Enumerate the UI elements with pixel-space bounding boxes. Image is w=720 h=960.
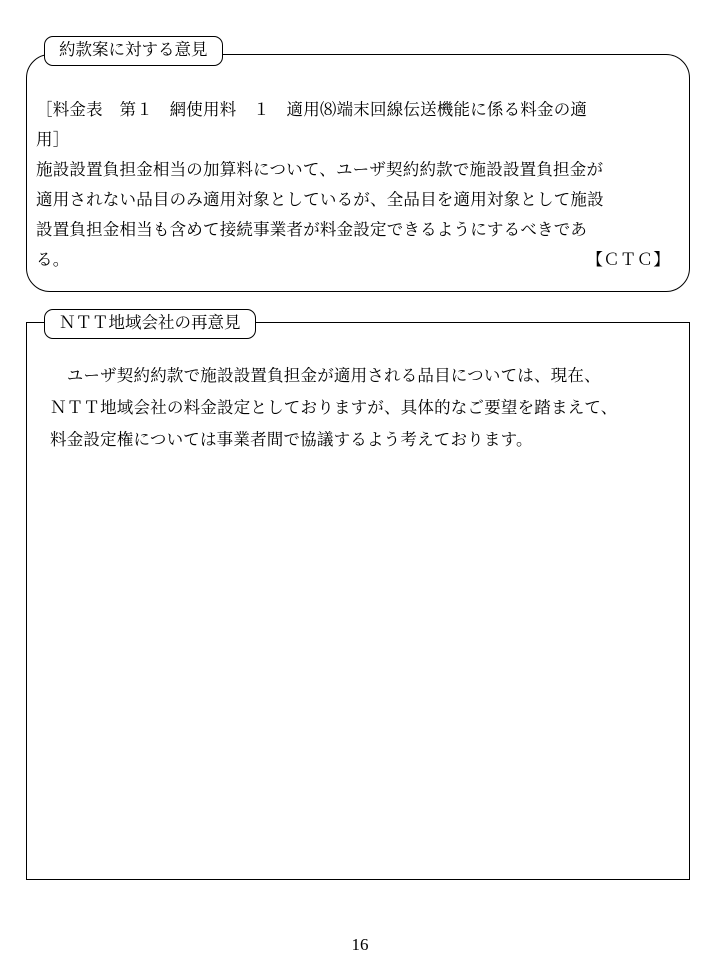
opinion-line: 用］ [36, 130, 70, 149]
reopinion-line: ユーザ契約約款で施設設置負担金が適用される品目については、現在、 [50, 366, 601, 385]
opinion-section-label: 約款案に対する意見 [44, 36, 223, 66]
opinion-line: ［料金表 第１ 網使用料 １ 適用⑻端末回線伝送機能に係る料金の適 [36, 100, 588, 119]
reopinion-line: ＮＴＴ地域会社の料金設定としておりますが、具体的なご要望を踏まえて、 [50, 398, 618, 417]
page-number: 16 [351, 935, 369, 954]
opinion-line: 設置負担金相当も含めて接続事業者が料金設定できるようにするべきであ [36, 220, 588, 239]
opinion-line: 適用されない品目のみ適用対象としているが、全品目を適用対象として施設 [36, 190, 604, 209]
reopinion-body [50, 360, 680, 456]
reopinion-line: 料金設定権については事業者間で協議するよう考えております。 [50, 430, 533, 449]
reopinion-section-label: ＮＴＴ地域会社の再意見 [44, 309, 256, 339]
opinion-line: 施設設置負担金相当の加算料について、ユーザ契約約款で施設設置負担金が [36, 160, 604, 179]
opinion-line: る。 [36, 250, 70, 269]
opinion-body [36, 95, 676, 275]
submitter-tag: 【ＣＴＣ】 [586, 250, 670, 269]
opinion-last-line [36, 245, 676, 275]
